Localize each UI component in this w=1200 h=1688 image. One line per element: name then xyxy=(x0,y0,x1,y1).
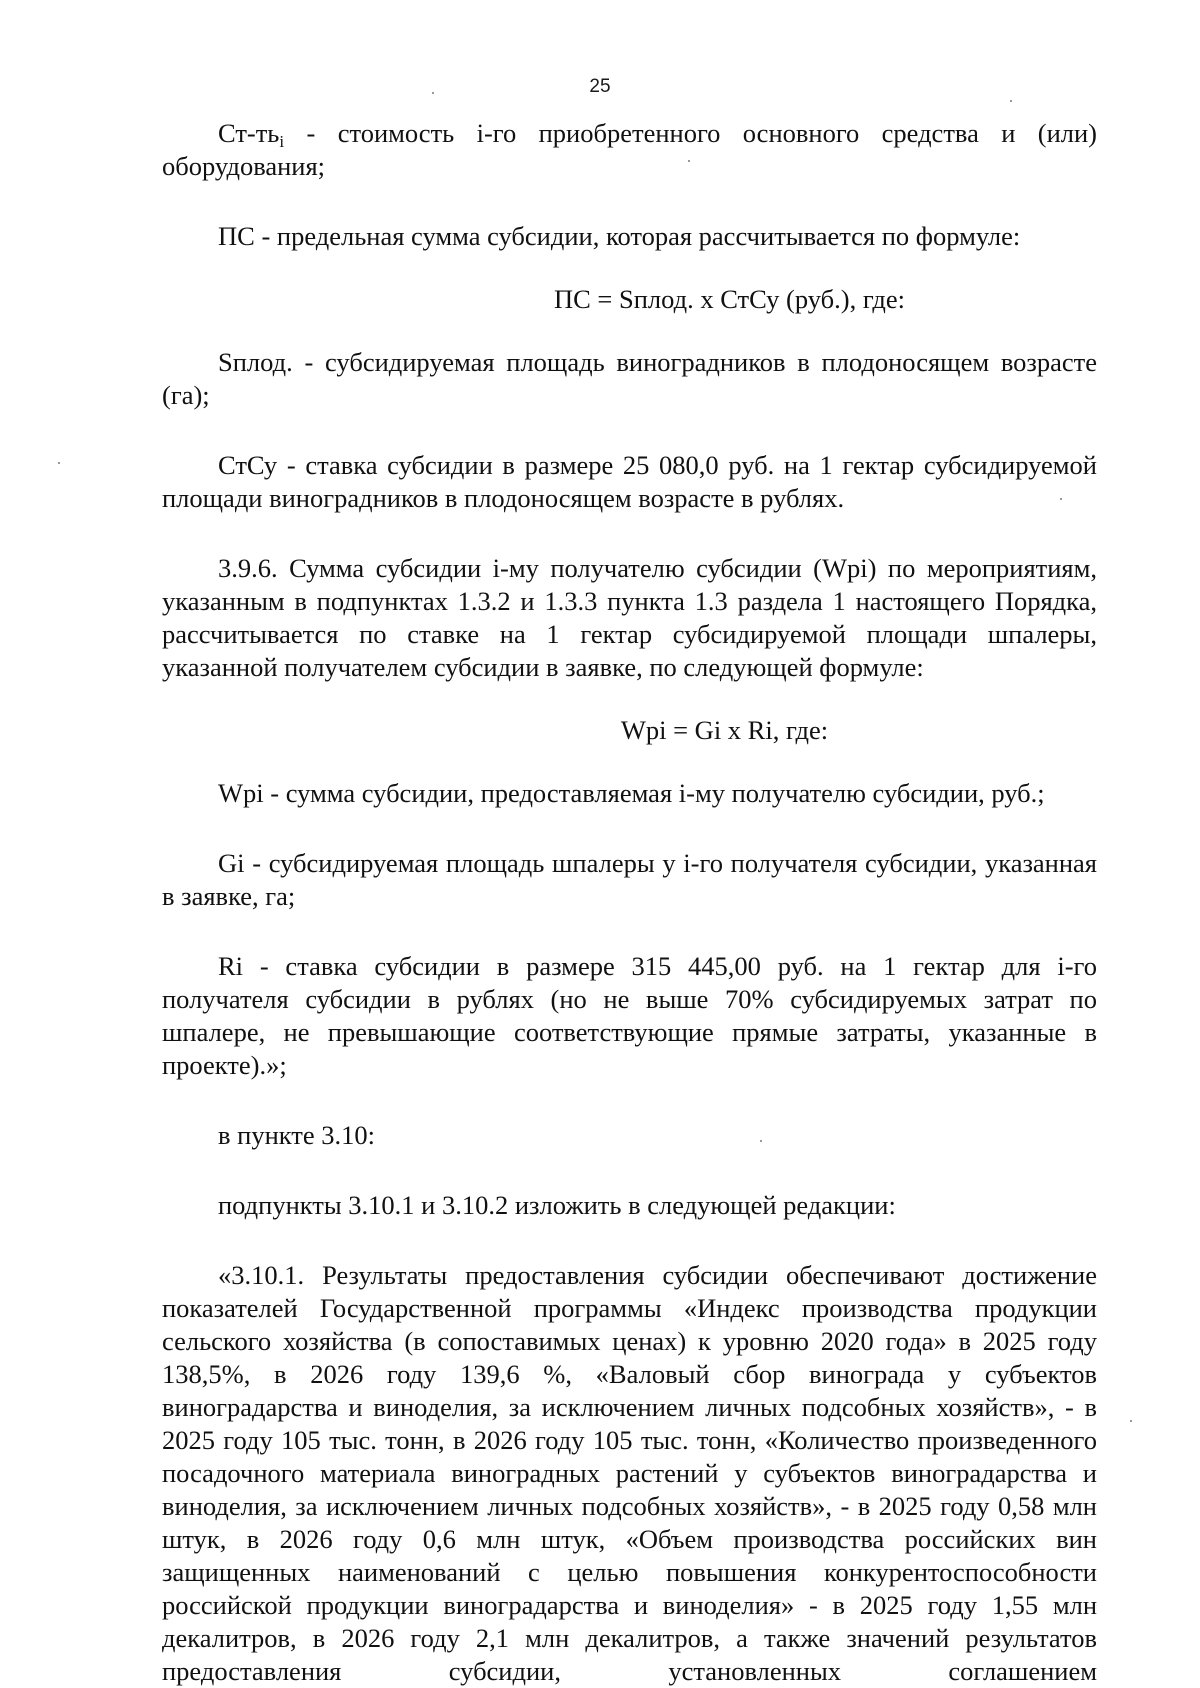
cost-definition-text: - стоимость i-го приобретенного основного средства и (или) оборудования; xyxy=(162,118,1097,181)
scan-speck xyxy=(432,92,434,94)
paragraph-subpoints-3-10: подпункты 3.10.1 и 3.10.2 изложить в следующей редакции: xyxy=(218,1190,896,1220)
paragraph-ri-definition: Ri - ставка субсидии в размере 315 445,00 руб. на 1 гектар для i-го получателя субсидии в рублях (но не выше 70% субсидируемых затрат по шпалере, не превышающие соответствующие прямые затраты, указанные в проекте).»; xyxy=(162,951,1097,1080)
paragraph-gi-definition: Gi - субсидируемая площадь шпалеры у i-го получателя субсидии, указанная в заявке, га; xyxy=(162,848,1097,911)
paragraph-stsu-definition: СтСу - ставка субсидии в размере 25 080,0 руб. на 1 гектар субсидируемой площади виноградников в плодоносящем возрасте в рублях. xyxy=(162,450,1097,513)
cost-term-subscript: i xyxy=(279,132,285,151)
paragraph-item-3-9-6: 3.9.6. Сумма субсидии i-му получателю субсидии (Wpi) по мероприятиям, указанным в подпунктах 1.3.2 и 1.3.3 пункта 1.3 раздела 1 настоящего Порядка, рассчитывается по ставке на 1 гектар субсидируемой площади шпалеры, указанной получателем субсидии в заявке, по следующей формуле: xyxy=(162,553,1097,682)
document-body xyxy=(162,117,1097,1688)
paragraph-point-3-10: в пункте 3.10: xyxy=(218,1120,375,1150)
paragraph-wpi-definition: Wpi - сумма субсидии, предоставляемая i-му получателю субсидии, руб.; xyxy=(218,778,1045,808)
scan-speck xyxy=(760,1140,762,1142)
scan-speck xyxy=(1060,498,1062,500)
page-number: 25 xyxy=(589,76,611,97)
paragraph-cost-definition xyxy=(162,117,1097,183)
scan-speck xyxy=(1130,1420,1132,1422)
paragraph-ps-intro: ПС - предельная сумма субсидии, которая рассчитывается по формуле: xyxy=(218,221,1021,251)
paragraph-splod-definition: Sплод. - субсидируемая площадь виноградников в плодоносящем возрасте (га); xyxy=(162,347,1097,410)
paragraph-item-3-10-1: «3.10.1. Результаты предоставления субсидии обеспечивают достижение показателей Государственной программы «Индекс производства продукции сельского хозяйства (в сопоставимых ценах) к уровню 2020 года» в 2025 году 138,5%, в 2026 году 139,6 %, «Валовый сбор винограда у субъектов виноградарства и виноделия, за исключением личных подсобных хозяйств», - в 2025 году 105 тыс. тонн, в 2026 году 105 тыс. тонн, «Количество произведенного посадочного материала виноградных растений у субъектов виноградарства и виноделия, за исключением личных подсобных хозяйств», - в 2025 году 0,58 млн штук, в 2026 году 0,6 млн штук, «Объем производства российских вин защищенных наименований с целью повышения конкурентоспособности российской продукции виноградарства и виноделия» - в 2025 году 1,55 млн декалитров, в 2026 году 2,1 млн декалитров, а также значений результатов предоставления субсидии, установленных соглашением xyxy=(162,1260,1097,1686)
formula-ps: ПС = Sплод. х СтСу (руб.), где: xyxy=(553,284,905,314)
formula-wpi: Wpi = Gi х Ri, где: xyxy=(620,715,829,745)
scan-speck xyxy=(1010,100,1012,102)
cost-term: Ст-ть xyxy=(218,118,280,148)
scan-speck xyxy=(58,462,60,464)
scan-speck xyxy=(688,160,690,162)
